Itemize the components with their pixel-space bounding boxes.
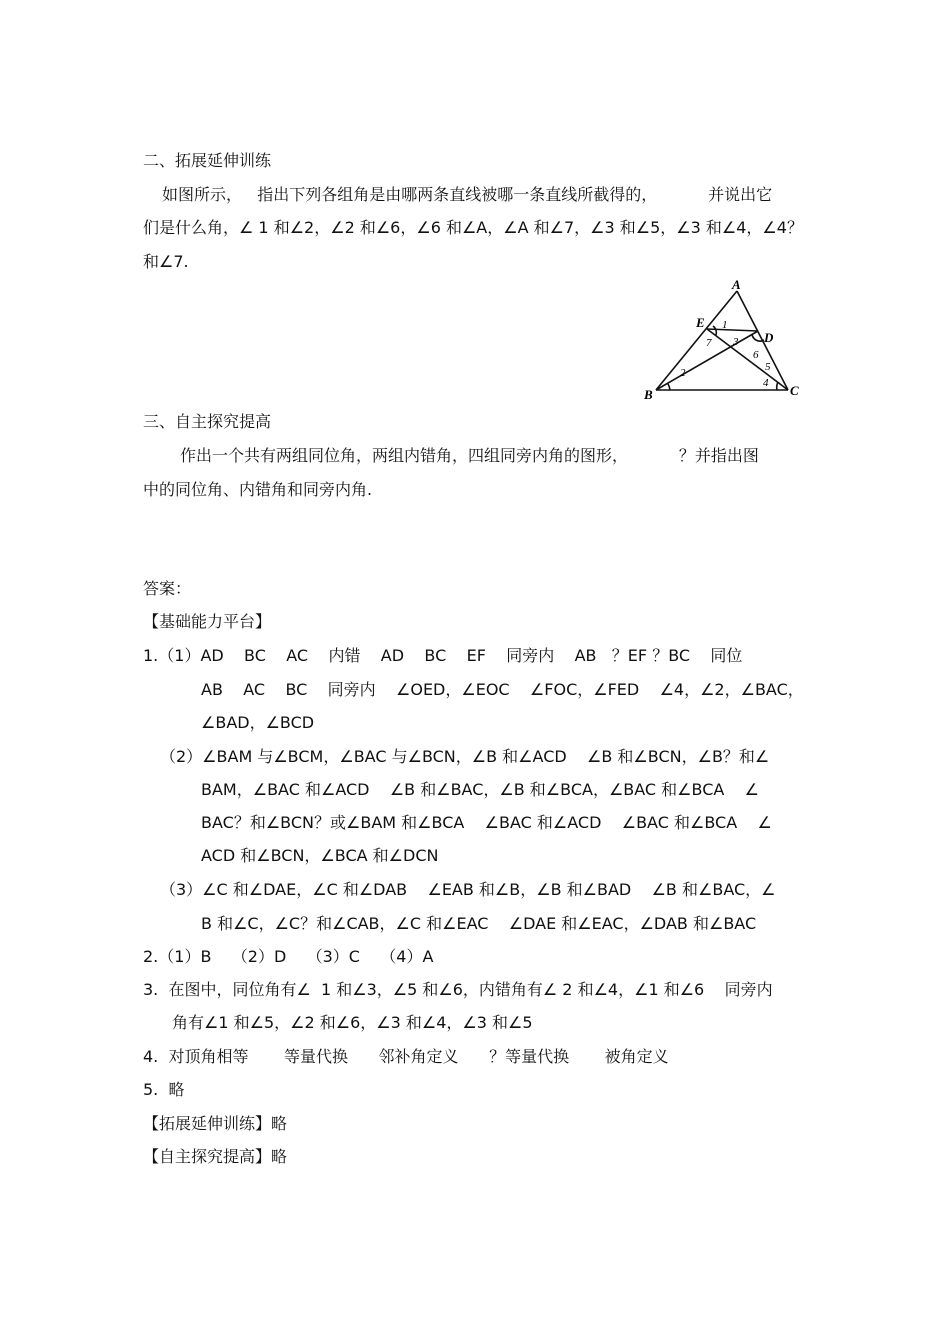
angle-1-label: 1 [722,319,728,331]
answer-1-2c: BAC？和∠BCN？或∠BAM 和∠BCA ∠BAC 和∠ACD ∠BAC 和∠BCA ∠ [201,813,772,832]
self-study-answer: 【自主探究提高】略 [143,1147,288,1166]
point-c-label: C [790,383,799,398]
answer-5: 5. 略 [143,1080,185,1099]
basic-heading: 【基础能力平台】 [143,612,272,631]
section2-line1: 如图所示， 指出下列各组角是由哪两条直线被哪一条直线所截得的， 并说出它 [162,185,773,204]
answer-3b: 角有∠1 和∠5，∠2 和∠6，∠3 和∠4，∠3 和∠5 [172,1013,533,1032]
angle-7-label: 7 [706,337,712,349]
line-ab [656,291,737,390]
answer-2: 2.（1）B （2）D （3）C （4）A [143,947,434,966]
angle-4-label: 4 [763,377,769,389]
answer-1-1a: 1.（1）AD BC AC 内错 AD BC EF 同旁内 AB ？EF ？BC 同位 [143,646,743,665]
section2-heading: 二、拓展延伸训练 [143,151,272,170]
line-ec [707,329,788,390]
section3-line2: 中的同位角、内错角和同旁内角. [143,480,373,499]
answer-1-3b: B 和∠C，∠C？和∠CAB，∠C 和∠EAC ∠DAE 和∠EAC，∠DAB 和∠BAC [201,914,757,933]
line-ed [707,329,758,331]
answer-3a: 3. 在图中，同位角有∠ 1 和∠3，∠5 和∠6，内错角有∠ 2 和∠4，∠1 和∠6 同旁内 [143,980,773,999]
section2-line3: 和∠7. [143,252,189,271]
angle-3-label: 3 [733,336,739,348]
answer-1-3a: （3）∠C 和∠DAE，∠C 和∠DAB ∠EAB 和∠B，∠B 和∠BAD ∠B 和∠BAC，∠ [160,880,776,899]
triangle-figure [640,278,805,403]
answer-1-1c: ∠BAD，∠BCD [201,713,315,732]
point-b-label: B [644,387,653,402]
section3-heading: 三、自主探究提高 [143,412,272,431]
extension-answer: 【拓展延伸训练】略 [143,1114,288,1133]
angle-5-label: 5 [765,361,771,373]
answer-1-2b: BAM，∠BAC 和∠ACD ∠B 和∠BAC，∠B 和∠BCA，∠BAC 和∠BCA ∠ [201,780,760,799]
point-e-label: E [696,315,705,330]
section2-line2: 们是什么角，∠ 1 和∠2，∠2 和∠6，∠6 和∠A，∠A 和∠7，∠3 和∠5，∠3 和∠4，∠4？ [143,218,803,237]
angle-6-label: 6 [753,349,759,361]
answer-1-2d: ACD 和∠BCN，∠BCA 和∠DCN [201,846,439,865]
point-d-label: D [764,330,774,345]
answer-1-2a: （2）∠BAM 与∠BCM，∠BAC 与∠BCN，∠B 和∠ACD ∠B 和∠BCN，∠B？和∠ [160,747,770,766]
answer-1-1b: AB AC BC 同旁内 ∠OED，∠EOC ∠FOC，∠FED ∠4，∠2，∠BAC， [201,680,804,699]
angle-2-label: 2 [680,367,686,379]
answer-4: 4. 对顶角相等 等量代换 邻补角定义 ？等量代换 被角定义 [143,1047,669,1066]
answers-title: 答案： [143,579,192,598]
section3-line1: 作出一个共有两组同位角，两组内错角，四组同旁内角的图形， ？并指出图 [180,446,759,465]
point-a-label: A [732,278,741,292]
